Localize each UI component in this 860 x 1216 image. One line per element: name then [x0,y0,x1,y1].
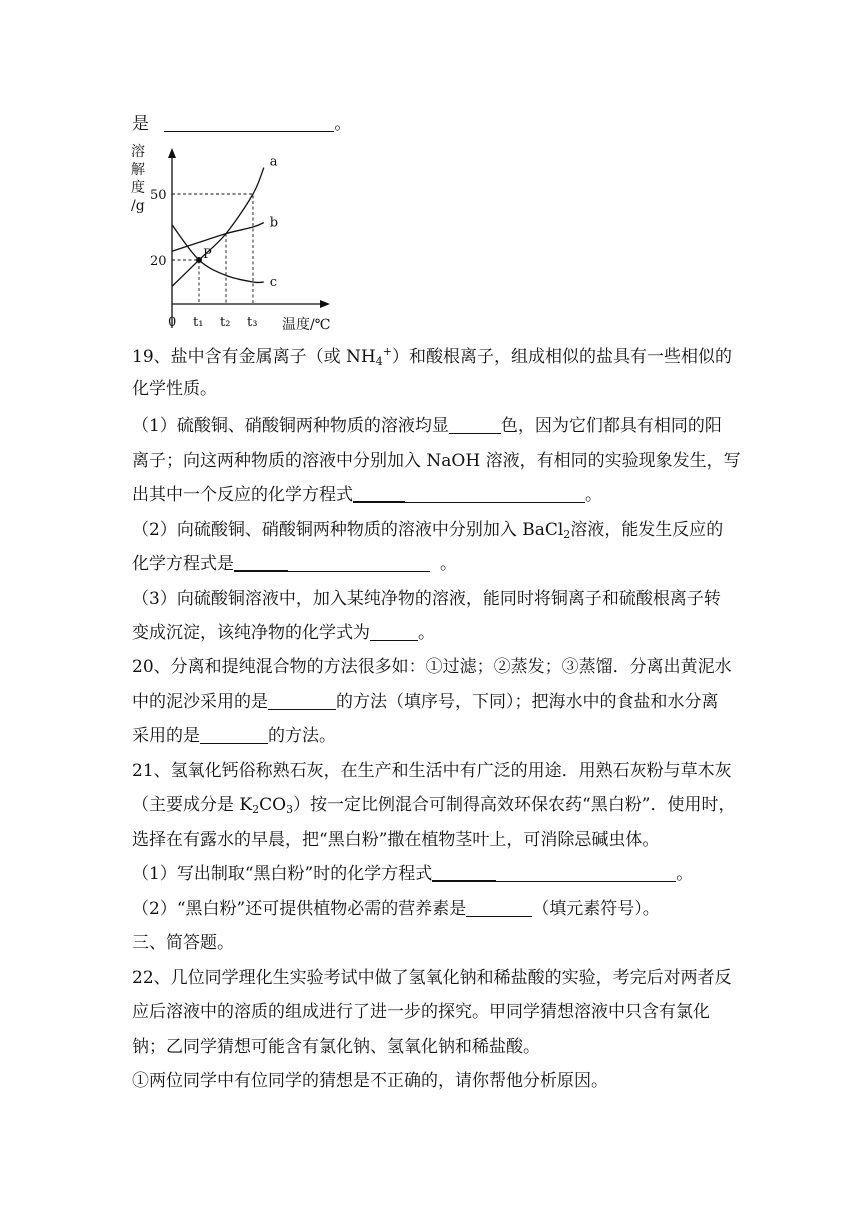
y-axis-label-char: /g [131,198,145,214]
q22-line1: 22、几位同学理化生实验考试中做了氢氧化钠和稀盐酸的实验，考完后对两者反 [132,968,732,988]
origin-label: 0 [168,315,177,330]
q20-line3: 采用的是 的方法。 [132,726,336,746]
x-tick-label: t₁ [193,315,204,330]
answer-blank [164,113,334,132]
series-c-label: c [269,275,278,290]
point-p-label: P [203,247,212,262]
answer-blank [405,484,585,503]
answer-blank [449,415,501,434]
q19-intro-line1: 19、盐中含有金属离子（或 $NH_4^+$）和酸根离子，组成相似的盐具有一些相似的 [132,345,732,368]
q22-line4: ①两位同学中有位同学的猜想是不正确的，请你帮他分析原因。 [132,1071,608,1091]
series-b-label: b [269,215,279,231]
q19-intro-line2: 化学性质。 [132,379,217,399]
x-axis-arrow [320,300,330,308]
q22-line2: 应后溶液中的溶质的组成进行了进一步的探究。甲同学猜想溶液中只含有氯化 [132,1002,710,1022]
q19-part1-line1: （1）硫酸铜、硝酸铜两种物质的溶液均显 色，因为它们都具有相同的阳 [132,416,722,436]
q21-line1: 21、氢氧化钙俗称熟石灰，在生产和生活中有广泛的用途．用熟石灰粉与草木灰 [132,761,732,781]
series-a-line [172,168,264,287]
y-axis-label-char: 溶 [131,144,145,160]
y-tick-label: 20 [150,254,167,269]
q19-part3-line1: （3）向硫酸铜溶液中，加入某纯净物的溶液，能同时将铜离子和硫酸根离子转 [132,589,721,609]
answer-blank [370,622,418,641]
q19-part2-line1: （2）向硫酸铜、硝酸铜两种物质的溶液中分别加入 BaCl$_2$溶液，能发生反应的 [132,520,724,541]
q19-part1-line3: 出其中一个反应的化学方程式 。 [132,485,602,505]
series-a-label: a [269,154,278,170]
section-heading: 三、简答题。 [132,933,234,953]
x-axis-label: 温度/℃ [282,317,331,333]
answer-blank [200,725,268,744]
q20-line2: 中的泥沙采用的是 的方法（填序号，下同）；把海水中的食盐和水分离 [132,692,719,712]
q18-tail-line: 是 。 [132,114,352,134]
x-tick-label: t₂ [220,315,231,330]
series-b-line [172,223,264,252]
q21-line3: 选择在有露水的早晨，把“黑白粉”撒在植物茎叶上，可消除忌碱虫体。 [132,830,660,850]
y-axis-arrow [168,148,176,158]
solubility-chart [128,140,348,340]
q21-line2: （主要成分是 $K_2CO_3$）按一定比例混合可制得高效环保农药“黑白粉”．使用时， [132,795,736,816]
answer-blank [268,691,336,710]
q19-part1-line2: 离子；向这两种物质的溶液中分别加入 NaOH 溶液，有相同的实验现象发生，写 [132,451,741,471]
answer-blank [496,863,676,882]
y-tick-label: 50 [150,188,167,203]
y-axis-label-char: 解 [131,162,145,178]
q19-part2-line2: 化学方程式是 。 [132,554,457,574]
y-axis-label-char: 度 [131,180,145,196]
answer-blank [432,862,496,882]
answer-blank [466,898,532,917]
answer-blank [288,553,430,572]
q21-part2: （2）“黑白粉”还可提供植物必需的营养素是 （填元素符号）。 [132,899,660,919]
q20-line1: 20、分离和提纯混合物的方法很多如：①过滤；②蒸发；③蒸馏．分离出黄泥水 [132,657,732,677]
point-p [196,257,202,263]
answer-blank [234,552,288,572]
answer-blank [353,483,405,503]
x-tick-label: t₃ [247,315,258,330]
guide-t3 [172,194,253,304]
q19-part3-line2: 变成沉淀，该纯净物的化学式为 。 [132,623,435,643]
q21-part1: （1）写出制取“黑白粉”时的化学方程式 。 [132,864,694,884]
q22-line3: 钠；乙同学猜想可能含有氯化钠、氢氧化钠和稀盐酸。 [132,1037,540,1057]
